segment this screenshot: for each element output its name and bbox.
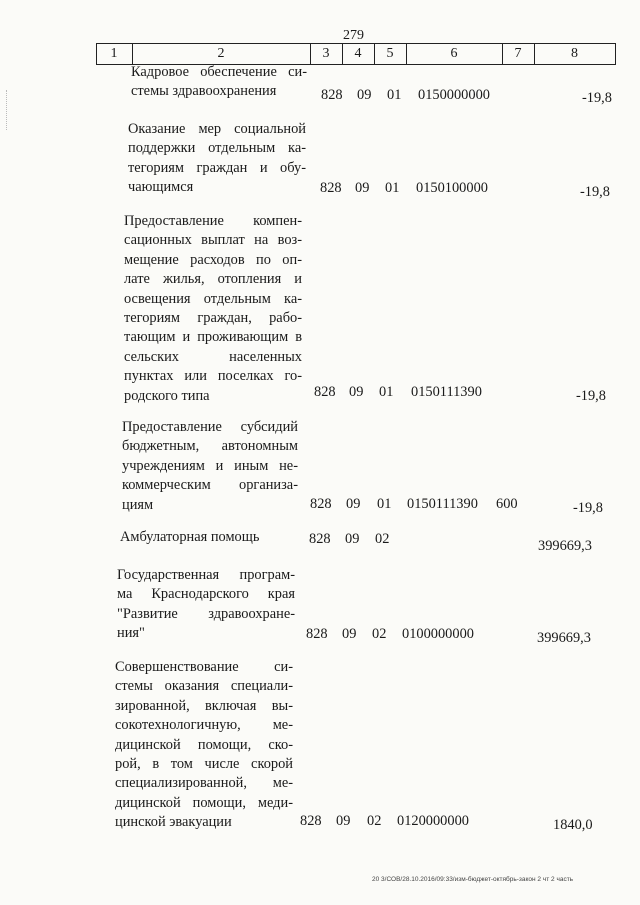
- row-vedomstvo: 828: [300, 813, 322, 829]
- header-col-7: 7: [514, 46, 522, 61]
- row-razdel: 09: [357, 87, 372, 103]
- row-razdel: 09: [345, 531, 360, 547]
- row-amount: 399669,3: [538, 538, 592, 554]
- row-name: Предоставление субсидий бюджетным, автономным учреждениям и иным не- коммерческим организа- циям: [122, 419, 298, 513]
- row-podrazdel: 02: [372, 626, 387, 642]
- row-vedomstvo: 828: [321, 87, 343, 103]
- header-col-2: 2: [217, 46, 225, 61]
- row-amount: -19,8: [576, 388, 606, 404]
- row-vedomstvo: 828: [306, 626, 328, 642]
- row-name: Оказание мер социальной поддержки отдельным ка- тегориям граждан и обу- чающимся: [128, 121, 306, 196]
- header-col-3: 3: [322, 46, 330, 61]
- row-vedomstvo: 828: [309, 531, 331, 547]
- row-name: Амбулаторная помощь: [120, 529, 260, 545]
- row-amount: 1840,0: [553, 817, 593, 833]
- row-razdel: 09: [346, 496, 361, 512]
- row-podrazdel: 01: [379, 384, 394, 400]
- row-csr: 0120000000: [397, 813, 469, 829]
- row-vedomstvo: 828: [320, 180, 342, 196]
- row-razdel: 09: [355, 180, 370, 196]
- row-razdel: 09: [349, 384, 364, 400]
- document-footer: 20 3/СОВ/28.10.2016/09:33/изм-бюджет-октябрь-закон 2 чт 2 часть: [372, 876, 574, 883]
- row-name: Кадровое обеспечение си- стемы здравоохранения: [131, 64, 307, 100]
- row-podrazdel: 01: [387, 87, 402, 103]
- page-number: 279: [343, 28, 364, 43]
- header-col-8: 8: [571, 46, 578, 61]
- row-podrazdel: 02: [367, 813, 382, 829]
- row-amount: -19,8: [582, 90, 612, 106]
- row-csr: 0150111390: [411, 384, 482, 400]
- row-podrazdel: 02: [375, 531, 390, 547]
- row-amount: -19,8: [573, 500, 603, 516]
- row-podrazdel: 01: [385, 180, 400, 196]
- table-header: [96, 43, 616, 65]
- row-csr: 0100000000: [402, 626, 474, 642]
- header-col-5: 5: [386, 46, 394, 61]
- row-csr: 0150000000: [418, 87, 490, 103]
- row-name: Совершенствование си- стемы оказания специали- зированной, включая вы- сокотехнологичную, ме- дицинской помощи, ско- рой, в том числе скорой специализированной, ме- дицинской помощи, меди- цинской эвакуации: [115, 659, 293, 831]
- scan-margin-mark: [6, 90, 9, 130]
- row-amount: 399669,3: [537, 630, 591, 646]
- row-vedomstvo: 828: [314, 384, 336, 400]
- row-razdel: 09: [342, 626, 357, 642]
- row-podrazdel: 01: [377, 496, 392, 512]
- row-name: Предоставление компен- сационных выплат на воз- мещение расходов по оп- лате жилья, отопления и освещения отдельным ка- тегориям граждан, рабо- тающим и проживающим в сельских населенных пунктах или поселках го- родского типа: [124, 213, 302, 404]
- row-vedomstvo: 828: [310, 496, 332, 512]
- row-vr: 600: [496, 496, 518, 512]
- row-csr: 0150111390: [407, 496, 478, 512]
- row-csr: 0150100000: [416, 180, 488, 196]
- row-name: Государственная програм- ма Краснодарского края "Развитие здравоохране- ния": [117, 567, 295, 642]
- row-razdel: 09: [336, 813, 351, 829]
- header-col-6: 6: [450, 46, 458, 61]
- header-col-1: 1: [110, 46, 118, 61]
- header-col-4: 4: [354, 46, 362, 61]
- row-amount: -19,8: [580, 184, 610, 200]
